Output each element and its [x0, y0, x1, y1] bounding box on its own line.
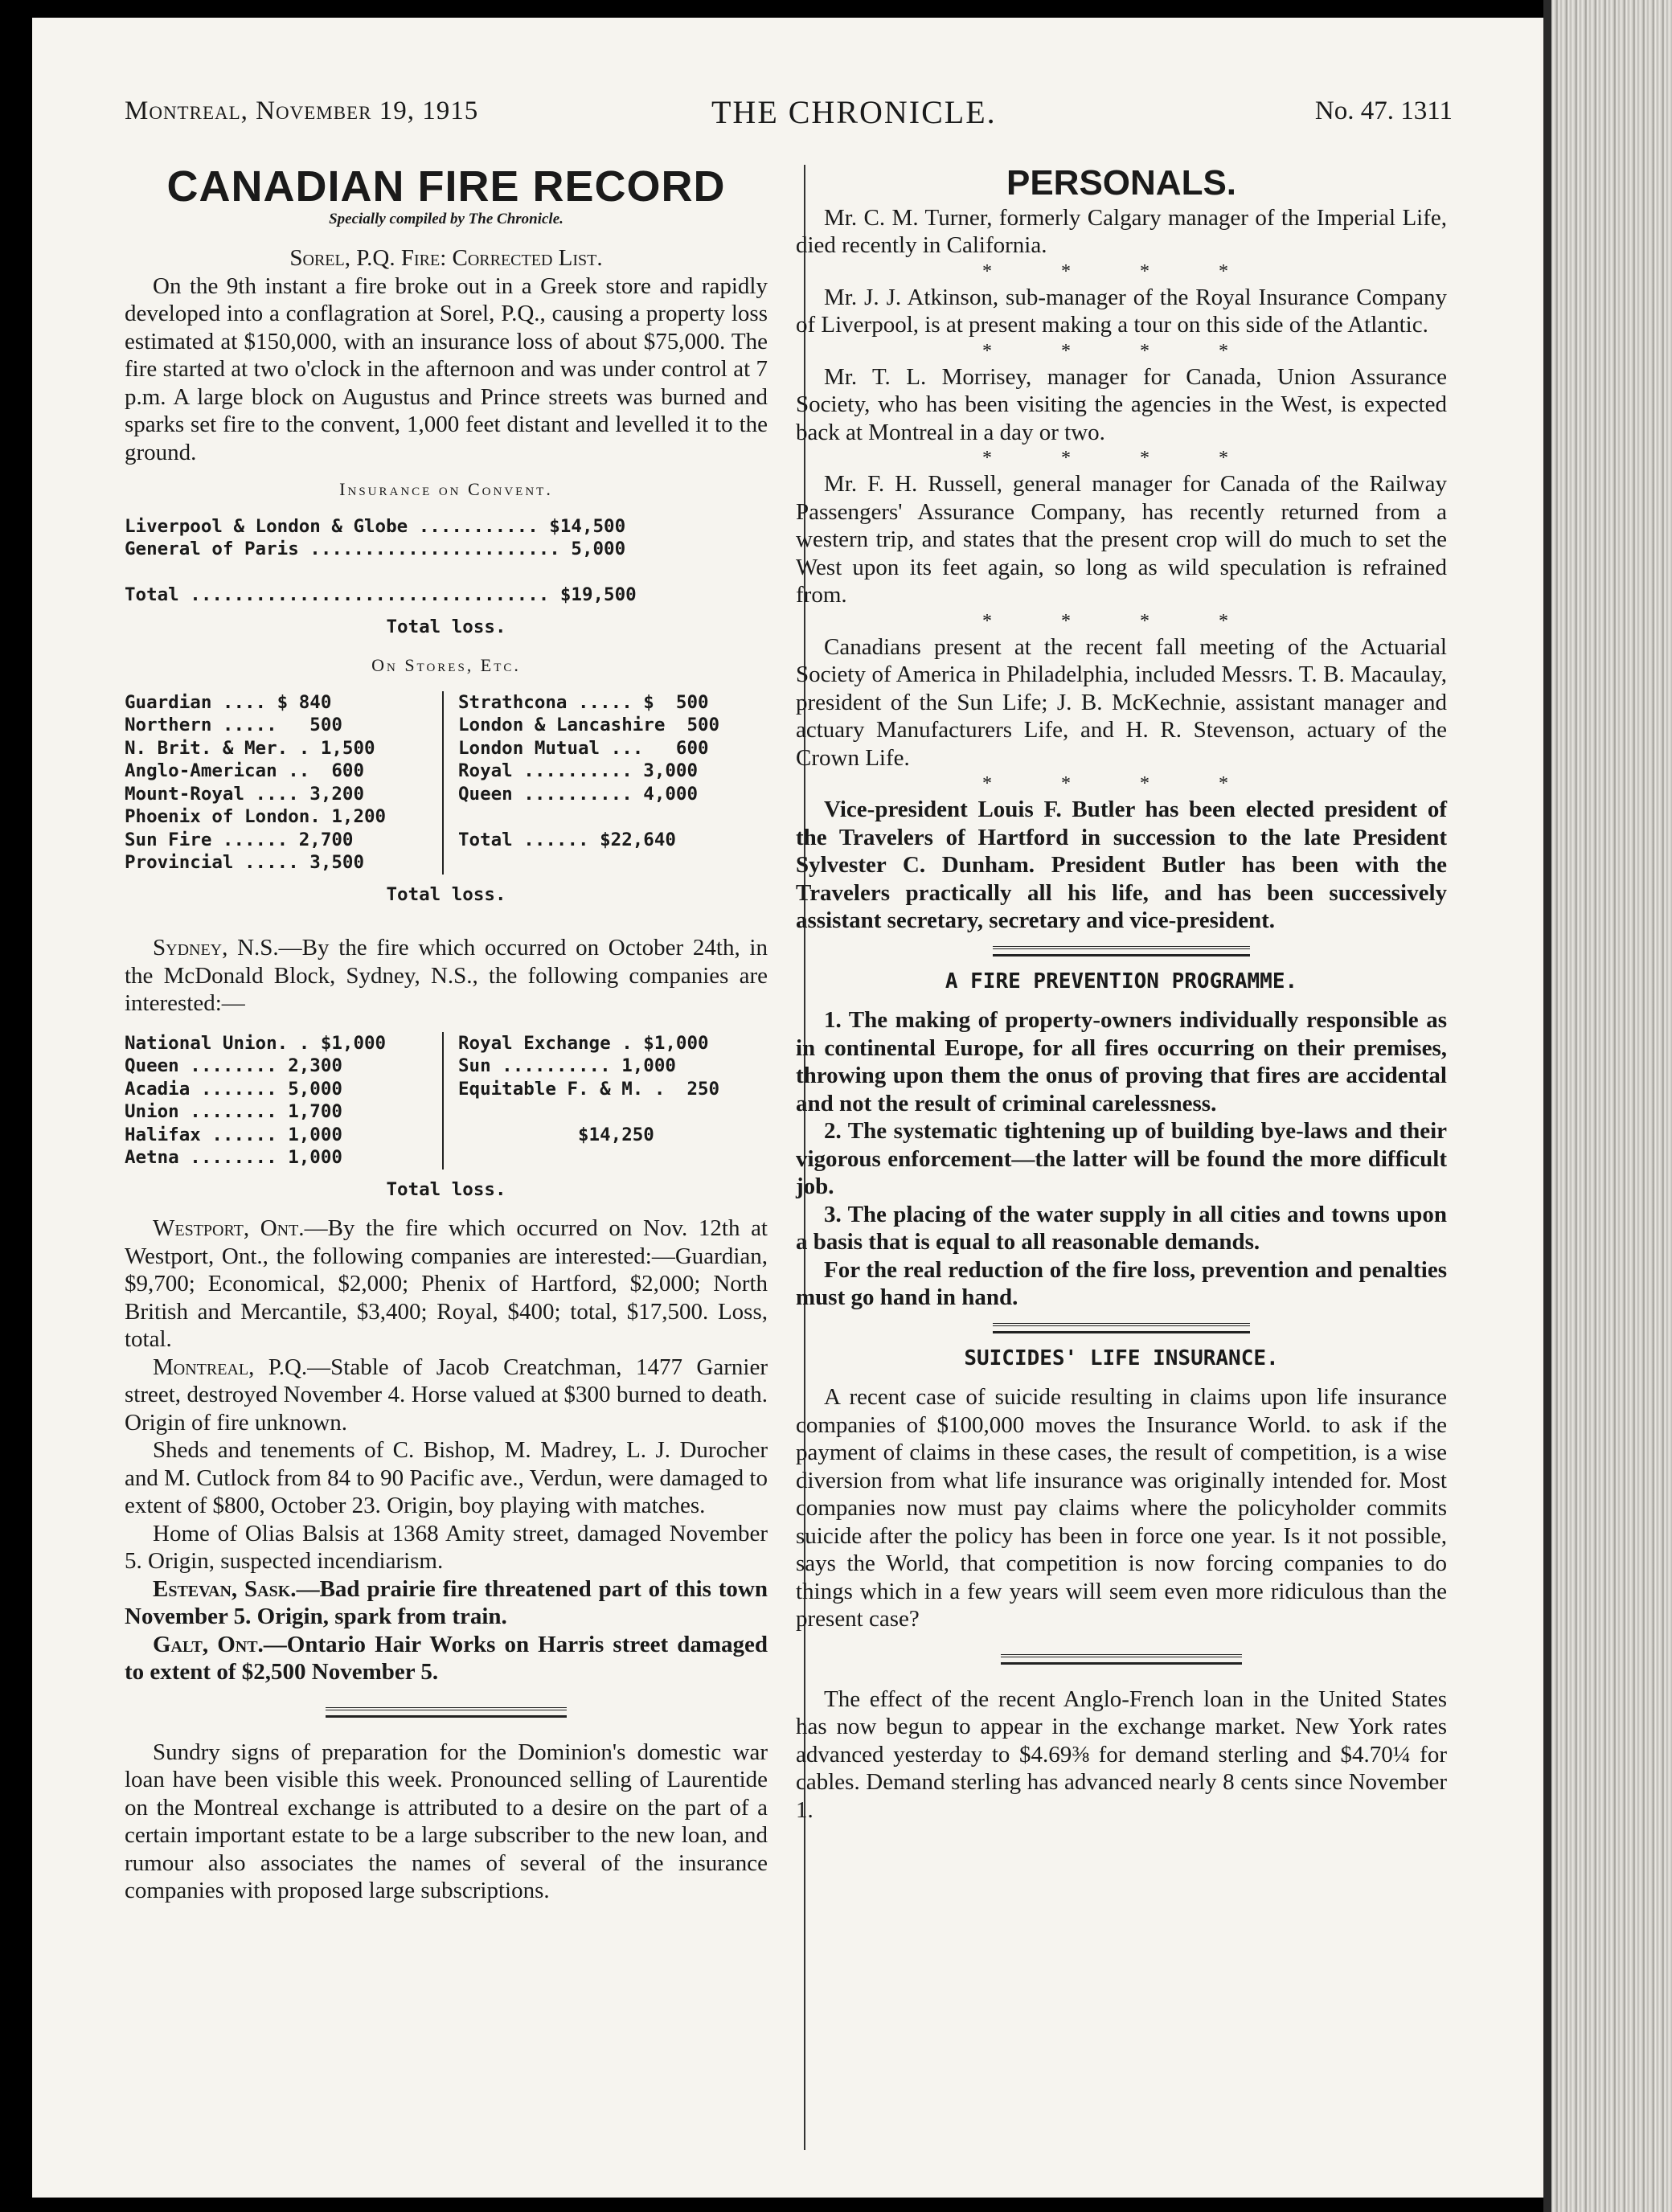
book-page-edges: [1543, 0, 1672, 2212]
sydney-paragraph: [125, 934, 768, 1018]
convent-caption: Insurance on Convent.: [339, 479, 553, 499]
war-loan-paragraph: Sundry signs of preparation for the Dominion's domestic war loan have been visible this week. Pronounced selling of Laurentide on the Montreal exchange is attributed to a desire on the part of a certain important estate to be a large subscriber to the new loan, and rumour also associates the names of several of the insurance companies with proposed large subscriptions.: [125, 1739, 768, 1903]
convent-total-loss: Total loss.: [386, 616, 506, 637]
personal-atkinson: Mr. J. J. Atkinson, sub-manager of the Royal Insurance Company of Liverpool, is at present making a tour on this side of the Atlantic.: [796, 284, 1447, 338]
montreal-body: —Stable of Jacob Creatchman, 1477 Garnier street, destroyed November 4. Horse valued at $300 burned to death. Origin of fire unknown.: [125, 1354, 768, 1436]
page-header: [92, 87, 1459, 135]
sydney-total-loss: Total loss.: [386, 1178, 506, 1200]
montreal-heading: Montreal, P.Q.: [153, 1354, 308, 1380]
fire-prevention-item-1: 1. The making of property-owners individually responsible as in continental Europe, for all fires occurring on their premises, throwing upon them the onus of proving that fires are accidental and not the result of criminal carelessness.: [796, 1007, 1447, 1116]
galt-body: —Ontario Hair Works on Harris street damaged to extent of $2,500 November 5.: [125, 1631, 768, 1685]
separator-stars: * * * *: [982, 773, 1260, 794]
sydney-table-left: National Union. . $1,000 Queen ........ 2,300 Acadia ....... 5,000 Union ........ 1,700 Halifax ...... 1,000 Aetna ........ 1,000: [125, 1032, 444, 1169]
westport-heading: Westport, Ont.: [153, 1215, 305, 1241]
sorel-paragraph: On the 9th instant a fire broke out in a Greek store and rapidly developed into a conflagration at Sorel, P.Q., causing a property loss estimated at $150,000, with an insurance loss of about $75,000. The fire started at two o'clock in the afternoon and was under control at 7 p.m. A large block on Augustus and Prince streets was burned and sparks set fire to the convent, 1,000 feet distant and levelled it to the ground.: [125, 272, 768, 465]
section-rule: [993, 1323, 1250, 1333]
separator-stars: * * * *: [982, 260, 1260, 282]
galt-heading: Galt, Ont.: [153, 1631, 264, 1657]
separator-stars: * * * *: [982, 610, 1260, 632]
home-paragraph: Home of Olias Balsis at 1368 Amity street, damaged November 5. Origin, suspected incendiarism.: [125, 1520, 768, 1574]
personals-title: PERSONALS.: [1006, 163, 1237, 203]
galt-paragraph: [125, 1631, 768, 1686]
personal-russell: Mr. F. H. Russell, general manager for Canada of the Railway Passengers' Assurance Company, has recently returned from a western trip, and states that the present crop will do much to set the West upon its feet again, so long as wild speculation is refrained from.: [796, 471, 1447, 608]
fire-record-title: CANADIAN FIRE RECORD: [166, 162, 726, 211]
personal-actuarial: Canadians present at the recent fall meeting of the Actuarial Society of America in Philadelphia, included Messrs. T. B. Macaulay, president of the Sun Life; J. B. McKechnie, assistant manager and actuary Manufacturers Life, and H. R. Stevenson, actuary of the Crown Life.: [796, 633, 1447, 771]
westport-body: —By the fire which occurred on Nov. 12th at Westport, Ont., the following companies are interested:—Guardian, $9,700; Economical, $2,000; Phenix of Hartford, $2,000; North British and Mercantile, $3,400; Royal, $400; total, $17,500. Loss, total.: [125, 1215, 768, 1352]
right-column: [796, 165, 1447, 1824]
montreal-paragraph: [125, 1354, 768, 1437]
fire-prevention-item-3: 3. The placing of the water supply in all cities and towns upon a basis that is equal to all reasonable demands.: [796, 1201, 1447, 1255]
suicides-paragraph: A recent case of suicide resulting in claims upon life insurance companies of $100,000 moves the Insurance World. to ask if the payment of claims in these cases, the result of competition, is a wise diversion from what life insurance was originally intended for. Most companies now must pay claims where the policyholder commits suicide after the policy has been in force one year. Is it not possible, says the World, that competition is now forcing companies to do things which in a few years will seem even more ridiculous than the present case?: [796, 1384, 1447, 1632]
anglo-french-loan-paragraph: The effect of the recent Anglo-French loan in the United States has now begun to appear in the exchange market. New York rates advanced yesterday to $4.69⅜ for demand sterling and $4.70¼ for cables. Demand sterling has advanced nearly 8 cents since November 1.: [796, 1686, 1447, 1823]
sydney-heading: Sydney, N.S.: [153, 935, 279, 961]
header-masthead: THE CHRONICLE.: [711, 94, 997, 130]
westport-paragraph: [125, 1215, 768, 1354]
personal-morrisey: Mr. T. L. Morrisey, manager for Canada, Union Assurance Society, who has been visiting the agencies in the West, is expected back at Montreal in a day or two.: [796, 363, 1447, 445]
sorel-heading: Sorel, P.Q. Fire: Corrected List.: [289, 245, 603, 271]
sheds-paragraph: Sheds and tenements of C. Bishop, M. Madrey, L. J. Durocher and M. Cutlock from 84 to 90 Pacific ave., Verdun, were damaged to extent of $800, October 23. Origin, boy playing with matches.: [125, 1437, 768, 1518]
suicides-title: SUICIDES' LIFE INSURANCE.: [964, 1346, 1279, 1370]
separator-stars: * * * *: [982, 448, 1260, 469]
fire-record-subtitle: Specially compiled by The Chronicle.: [329, 210, 563, 227]
convent-table: Liverpool & London & Globe ........... $14,500 General of Paris ....................... 5,000 Total ................................. $19,500: [125, 515, 637, 605]
header-issue-page: No. 47. 1311: [1314, 96, 1453, 125]
estevan-body: —Bad prairie fire threatened part of this town November 5. Origin, spark from train.: [125, 1575, 768, 1629]
separator-stars: * * * *: [982, 340, 1260, 362]
stores-table-right: Strathcona ..... $ 500 London & Lancashire 500 London Mutual ... 600 Royal .......... 3,000 Queen .......... 4,000 Total ...... $22,640: [458, 691, 720, 850]
section-rule: [993, 946, 1250, 956]
fire-prevention-title: A FIRE PREVENTION PROGRAMME.: [945, 969, 1298, 993]
estevan-heading: Estevan, Sask.: [153, 1575, 297, 1602]
fire-prevention-item-2: 2. The systematic tightening up of building bye-laws and their vigorous enforcement—the latter will be found the more difficult job.: [796, 1118, 1447, 1199]
stores-caption: On Stores, Etc.: [371, 655, 521, 675]
sydney-body: —By the fire which occurred on October 24th, in the McDonald Block, Sydney, N.S., the following companies are interested:—: [125, 935, 768, 1016]
left-column: [125, 162, 768, 1905]
section-rule: [326, 1707, 567, 1718]
sydney-table: [125, 1032, 768, 1169]
estevan-paragraph: [125, 1575, 768, 1631]
stores-table: [125, 691, 768, 875]
fire-prevention-conclusion: For the real reduction of the fire loss, prevention and penalties must go hand in hand.: [796, 1256, 1447, 1310]
stores-table-left: Guardian .... $ 840 Northern ..... 500 N. Brit. & Mer. . 1,500 Anglo-American .. 600 Mount-Royal .... 3,200 Phoenix of London. 1,200 Sun Fire ...... 2,700 Provincial ..... 3,500: [125, 691, 444, 875]
header-dateline: Montreal, November 19, 1915: [125, 96, 479, 125]
personal-butler: Vice-president Louis F. Butler has been elected president of the Travelers of Hartford in succession to the late President Sylvester C. Dunham. President Butler has been with the Travelers practically all his life, and has been successively assistant secretary, secretary and vice-president.: [796, 797, 1447, 933]
sydney-table-right: Royal Exchange . $1,000 Sun .......... 1,000 Equitable F. & M. . 250 $14,250: [458, 1032, 720, 1145]
stores-total-loss: Total loss.: [386, 883, 506, 905]
personal-turner: Mr. C. M. Turner, formerly Calgary manager of the Imperial Life, died recently in California.: [796, 204, 1447, 258]
section-rule: [1001, 1654, 1242, 1665]
